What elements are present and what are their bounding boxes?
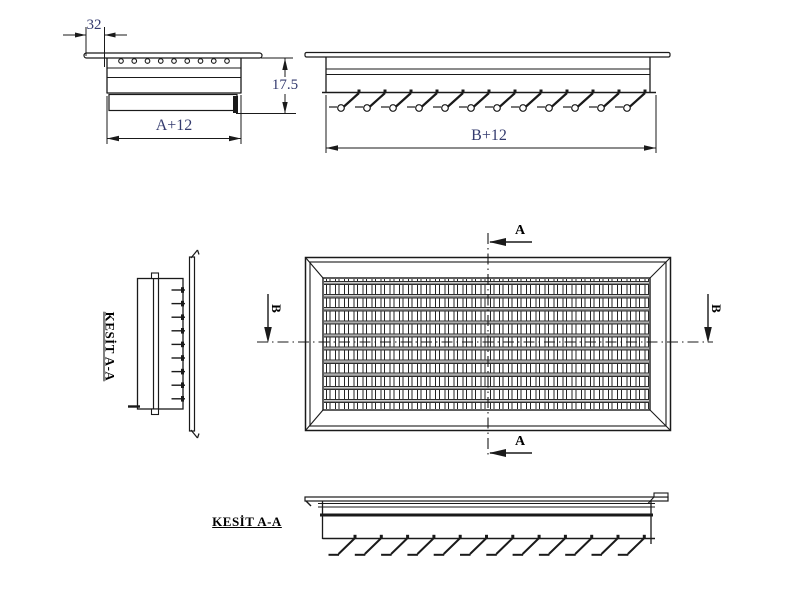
centerlines (257, 233, 713, 458)
top-right-section-view (305, 53, 670, 112)
section-marker-b-right: B (708, 304, 724, 313)
screw-heads-row (119, 59, 230, 64)
kesit-aa-label-bottom: KESİT A-A (212, 514, 282, 529)
dimension-17-5-label: 17.5 (263, 77, 307, 94)
dimension-b-plus-12-label: B+12 (471, 127, 507, 144)
section-marker-a-bottom: A (515, 434, 526, 449)
section-marker-a-top: A (515, 223, 526, 238)
dimension-a-plus-12-label: A+12 (155, 117, 193, 134)
side-blade-marks (172, 287, 186, 401)
bottom-section-view (305, 493, 668, 555)
top-left-section-view (84, 53, 262, 113)
section-marker-b-left: B (268, 304, 284, 313)
dimension-32-label: 32 (86, 17, 102, 33)
side-section-view (128, 250, 199, 438)
kesit-aa-label-side: KESİT A-A (102, 311, 118, 382)
